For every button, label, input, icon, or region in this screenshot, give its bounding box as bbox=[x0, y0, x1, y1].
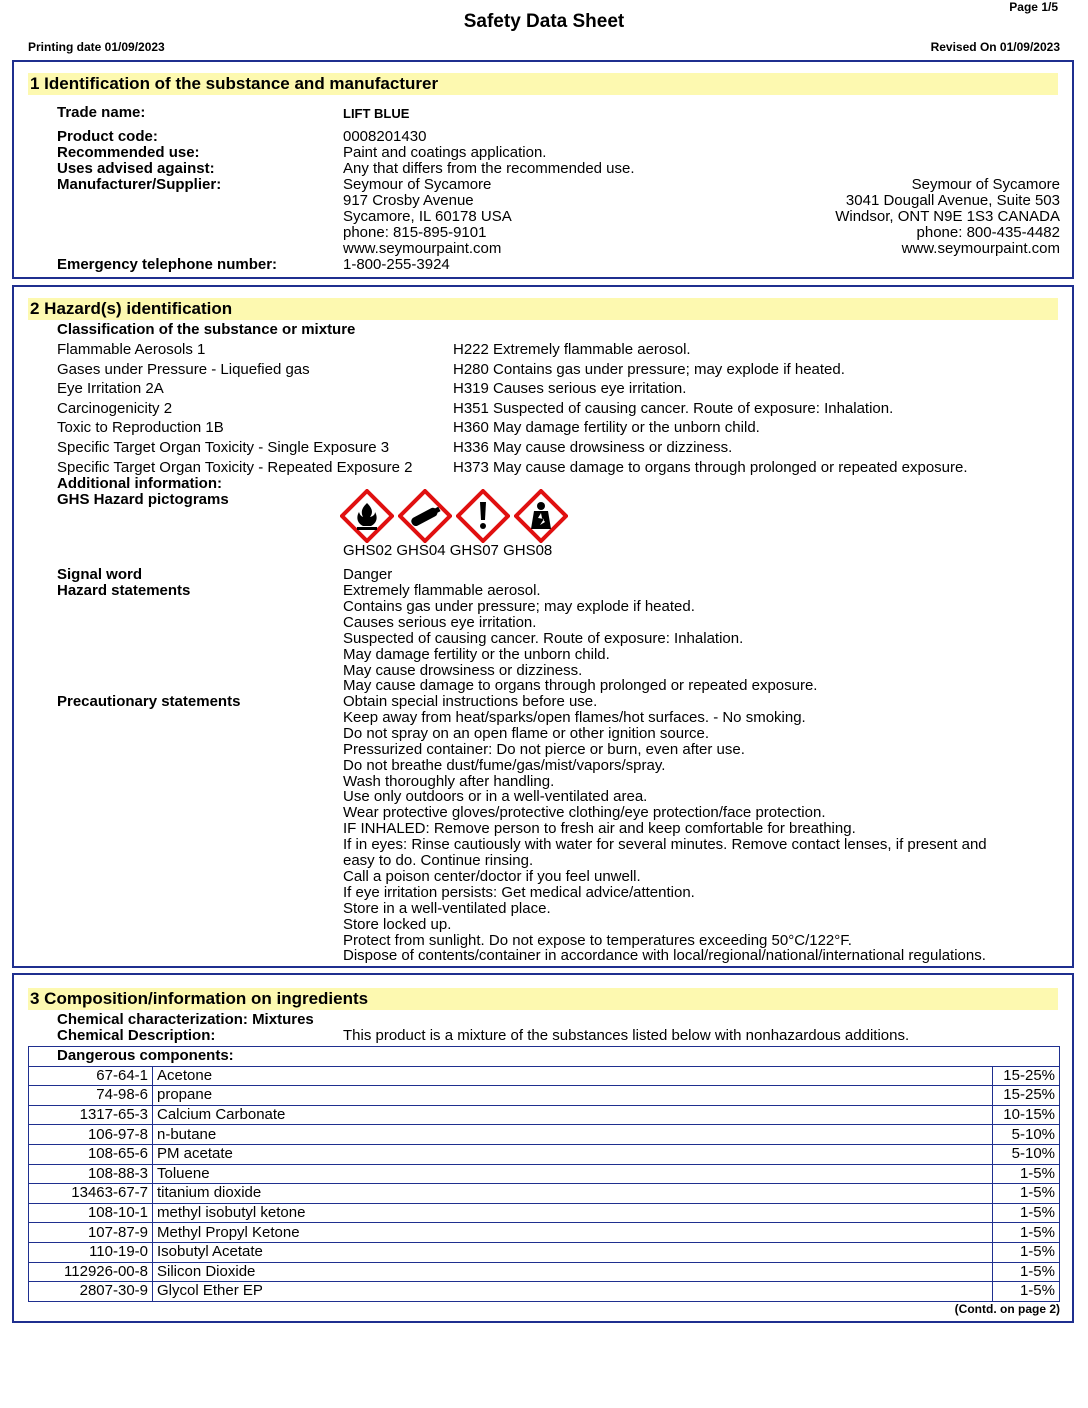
hazard-statement: May cause damage to organs through prolonged or repeated exposure. bbox=[343, 677, 818, 695]
concentration: 15-25% bbox=[993, 1066, 1060, 1086]
health-hazard-pictogram-icon bbox=[514, 489, 568, 543]
chem-description-label: Chemical Description: bbox=[57, 1027, 216, 1044]
table-row bbox=[29, 1066, 1060, 1086]
concentration: 5-10% bbox=[993, 1125, 1060, 1145]
ca-address-line: Windsor, ONT N9E 1S3 CANADA bbox=[835, 208, 1060, 225]
component-name: Methyl Propyl Ketone bbox=[153, 1223, 993, 1243]
concentration: 1-5% bbox=[993, 1262, 1060, 1282]
us-phone: phone: 815-895-9101 bbox=[343, 224, 487, 241]
signal-word-label: Signal word bbox=[57, 566, 143, 583]
component-name: propane bbox=[153, 1086, 993, 1106]
trade-name-value: LIFT BLUE bbox=[343, 106, 410, 121]
table-row bbox=[29, 1105, 1060, 1125]
cas-number: 112926-00-8 bbox=[29, 1262, 153, 1282]
hazard-statement: May cause drowsiness or dizziness. bbox=[343, 661, 583, 679]
cas-number: 106-97-8 bbox=[29, 1125, 153, 1145]
precautionary-statement: Use only outdoors or in a well-ventilated area. bbox=[343, 788, 648, 806]
ca-address-line: Seymour of Sycamore bbox=[911, 176, 1060, 193]
component-name: titanium dioxide bbox=[153, 1184, 993, 1204]
precautionary-statement: Do not spray on an open flame or other ignition source. bbox=[343, 724, 710, 742]
revised-date: Revised On 01/09/2023 bbox=[930, 40, 1060, 54]
signal-word-value: Danger bbox=[343, 566, 393, 583]
recommended-use-label: Recommended use: bbox=[57, 144, 200, 161]
hazard-statement: Extremely flammable aerosol. bbox=[343, 582, 541, 599]
concentration: 1-5% bbox=[993, 1164, 1060, 1184]
concentration: 1-5% bbox=[993, 1242, 1060, 1262]
chem-description-value: This product is a mixture of the substances listed below with nonhazardous additions. bbox=[343, 1027, 910, 1044]
document-title: Safety Data Sheet bbox=[463, 11, 625, 32]
component-name: methyl isobutyl ketone bbox=[153, 1203, 993, 1223]
classification-name: Specific Target Organ Toxicity - Single Exposure 3 bbox=[57, 439, 390, 456]
hazard-code-statement: H319 Causes serious eye irritation. bbox=[453, 380, 687, 398]
cas-number: 108-65-6 bbox=[29, 1144, 153, 1164]
component-name: PM acetate bbox=[153, 1144, 993, 1164]
additional-info-label: Additional information: bbox=[57, 475, 222, 492]
table-row bbox=[29, 1242, 1060, 1262]
component-name: Calcium Carbonate bbox=[153, 1105, 993, 1125]
table-row bbox=[29, 1125, 1060, 1145]
table-row bbox=[29, 1282, 1060, 1302]
us-website-link[interactable]: www.seymourpaint.com bbox=[343, 240, 502, 257]
table-row bbox=[29, 1262, 1060, 1282]
table-row bbox=[29, 1223, 1060, 1243]
table-row bbox=[29, 1164, 1060, 1184]
exclamation-pictogram-icon bbox=[456, 489, 510, 543]
classification-name: Specific Target Organ Toxicity - Repeated Exposure 2 bbox=[57, 458, 413, 476]
hazard-code-statement: H280 Contains gas under pressure; may explode if heated. bbox=[453, 360, 845, 378]
us-address-line: 917 Crosby Avenue bbox=[343, 192, 474, 209]
hazard-statement: May damage fertility or the unborn child. bbox=[343, 645, 610, 663]
component-name: Isobutyl Acetate bbox=[153, 1242, 993, 1262]
classification-name: Flammable Aerosols 1 bbox=[57, 341, 206, 358]
pictogram-codes: GHS02 GHS04 GHS07 GHS08 bbox=[343, 542, 553, 559]
emergency-phone: 1-800-255-3924 bbox=[343, 256, 450, 273]
precautionary-statement: easy to do. Continue rinsing. bbox=[343, 852, 534, 869]
product-code-value: 0008201430 bbox=[343, 128, 427, 145]
table-row bbox=[29, 1184, 1060, 1204]
hazard-statement: Suspected of causing cancer. Route of exposure: Inhalation. bbox=[343, 629, 744, 647]
us-address-line: Seymour of Sycamore bbox=[343, 176, 492, 193]
recommended-use-value: Paint and coatings application. bbox=[343, 144, 547, 161]
classification-name: Eye Irritation 2A bbox=[57, 380, 164, 398]
section-2-heading: 2 Hazard(s) identification bbox=[28, 298, 1058, 320]
component-name: Toluene bbox=[153, 1164, 993, 1184]
component-name: Glycol Ether EP bbox=[153, 1282, 993, 1302]
ca-address-line: 3041 Dougall Avenue, Suite 503 bbox=[845, 192, 1060, 209]
precautionary-statement: Store locked up. bbox=[343, 915, 452, 933]
component-name: Silicon Dioxide bbox=[153, 1262, 993, 1282]
printing-date: Printing date 01/09/2023 bbox=[28, 40, 165, 54]
concentration: 1-5% bbox=[993, 1203, 1060, 1223]
hazard-statements-label: Hazard statements bbox=[57, 582, 191, 599]
precautionary-statement: Wash thoroughly after handling. bbox=[343, 772, 555, 790]
hazard-code-statement: H360 May damage fertility or the unborn child. bbox=[453, 419, 760, 437]
section-3-heading: 3 Composition/information on ingredients bbox=[28, 988, 1058, 1010]
concentration: 10-15% bbox=[993, 1105, 1060, 1125]
precautionary-statement: Wear protective gloves/protective clothing/eye protection/face protection. bbox=[343, 804, 826, 822]
flame-pictogram-icon bbox=[340, 489, 394, 543]
precautionary-statement: Keep away from heat/sparks/open flames/hot surfaces. - No smoking. bbox=[343, 708, 806, 726]
gas-cylinder-pictogram-icon bbox=[398, 489, 452, 543]
precautionary-statement: If in eyes: Rinse cautiously with water for several minutes. Remove contact lenses, if present and bbox=[343, 836, 987, 854]
manufacturer-label: Manufacturer/Supplier: bbox=[57, 176, 222, 193]
hazard-statement: Contains gas under pressure; may explode if heated. bbox=[343, 597, 695, 615]
precautionary-statement: IF INHALED: Remove person to fresh air and keep comfortable for breathing. bbox=[343, 820, 856, 838]
cas-number: 108-88-3 bbox=[29, 1164, 153, 1184]
precautionary-statement: Protect from sunlight. Do not expose to temperatures exceeding 50°C/122°F. bbox=[343, 931, 852, 949]
hazard-code-statement: H222 Extremely flammable aerosol. bbox=[453, 341, 691, 358]
concentration: 1-5% bbox=[993, 1282, 1060, 1302]
chem-characterization-label: Chemical characterization: Mixtures bbox=[57, 1011, 314, 1028]
concentration: 1-5% bbox=[993, 1184, 1060, 1204]
cas-number: 2807-30-9 bbox=[29, 1282, 153, 1302]
hazard-statement: Causes serious eye irritation. bbox=[343, 613, 537, 631]
hazard-code-statement: H336 May cause drowsiness or dizziness. bbox=[453, 439, 733, 456]
classification-name: Gases under Pressure - Liquefied gas bbox=[57, 360, 310, 378]
page-number: Page 1/5 bbox=[1009, 0, 1058, 14]
precautionary-statement: Dispose of contents/container in accordance with local/regional/national/international regulations. bbox=[343, 947, 986, 965]
cas-number: 107-87-9 bbox=[29, 1223, 153, 1243]
cas-number: 13463-67-7 bbox=[29, 1184, 153, 1204]
hazard-code-statement: H373 May cause damage to organs through prolonged or repeated exposure. bbox=[453, 458, 968, 476]
precautionary-statement: Do not breathe dust/fume/gas/mist/vapors/spray. bbox=[343, 756, 666, 774]
cas-number: 110-19-0 bbox=[29, 1242, 153, 1262]
ca-phone: phone: 800-435-4482 bbox=[916, 224, 1060, 241]
table-row bbox=[29, 1144, 1060, 1164]
concentration: 5-10% bbox=[993, 1144, 1060, 1164]
emergency-label: Emergency telephone number: bbox=[57, 256, 278, 273]
table-row bbox=[29, 1086, 1060, 1106]
precautionary-statement: Store in a well-ventilated place. bbox=[343, 899, 551, 917]
ca-website-link[interactable]: www.seymourpaint.com bbox=[901, 240, 1060, 257]
concentration: 15-25% bbox=[993, 1086, 1060, 1106]
component-name: n-butane bbox=[153, 1125, 993, 1145]
precautionary-label: Precautionary statements bbox=[57, 693, 241, 710]
product-code-label: Product code: bbox=[57, 128, 158, 145]
uses-against-value: Any that differs from the recommended use. bbox=[343, 160, 635, 177]
precautionary-statement: Obtain special instructions before use. bbox=[343, 693, 598, 710]
cas-number: 1317-65-3 bbox=[29, 1105, 153, 1125]
table-header-row bbox=[29, 1047, 1060, 1067]
table-row bbox=[29, 1203, 1060, 1223]
components-table bbox=[28, 1046, 1060, 1302]
us-address-line: Sycamore, IL 60178 USA bbox=[343, 208, 512, 225]
cas-number: 108-10-1 bbox=[29, 1203, 153, 1223]
concentration: 1-5% bbox=[993, 1223, 1060, 1243]
classification-label: Classification of the substance or mixture bbox=[57, 321, 356, 338]
precautionary-statement: Call a poison center/doctor if you feel unwell. bbox=[343, 867, 641, 885]
dangerous-components-label: Dangerous components: bbox=[29, 1047, 1060, 1067]
cas-number: 67-64-1 bbox=[29, 1066, 153, 1086]
section-1-heading: 1 Identification of the substance and manufacturer bbox=[28, 73, 1058, 95]
classification-name: Toxic to Reproduction 1B bbox=[57, 419, 224, 437]
precautionary-statement: Pressurized container: Do not pierce or burn, even after use. bbox=[343, 740, 745, 758]
hazard-code-statement: H351 Suspected of causing cancer. Route of exposure: Inhalation. bbox=[453, 399, 894, 417]
uses-against-label: Uses advised against: bbox=[57, 160, 215, 177]
trade-name-label: Trade name: bbox=[57, 104, 146, 121]
component-name: Acetone bbox=[153, 1066, 993, 1086]
classification-name: Carcinogenicity 2 bbox=[57, 399, 173, 417]
cas-number: 74-98-6 bbox=[29, 1086, 153, 1106]
precautionary-statement: If eye irritation persists: Get medical advice/attention. bbox=[343, 883, 695, 901]
pictograms-label: GHS Hazard pictograms bbox=[57, 491, 229, 508]
continued-note: (Contd. on page 2) bbox=[954, 1302, 1060, 1316]
